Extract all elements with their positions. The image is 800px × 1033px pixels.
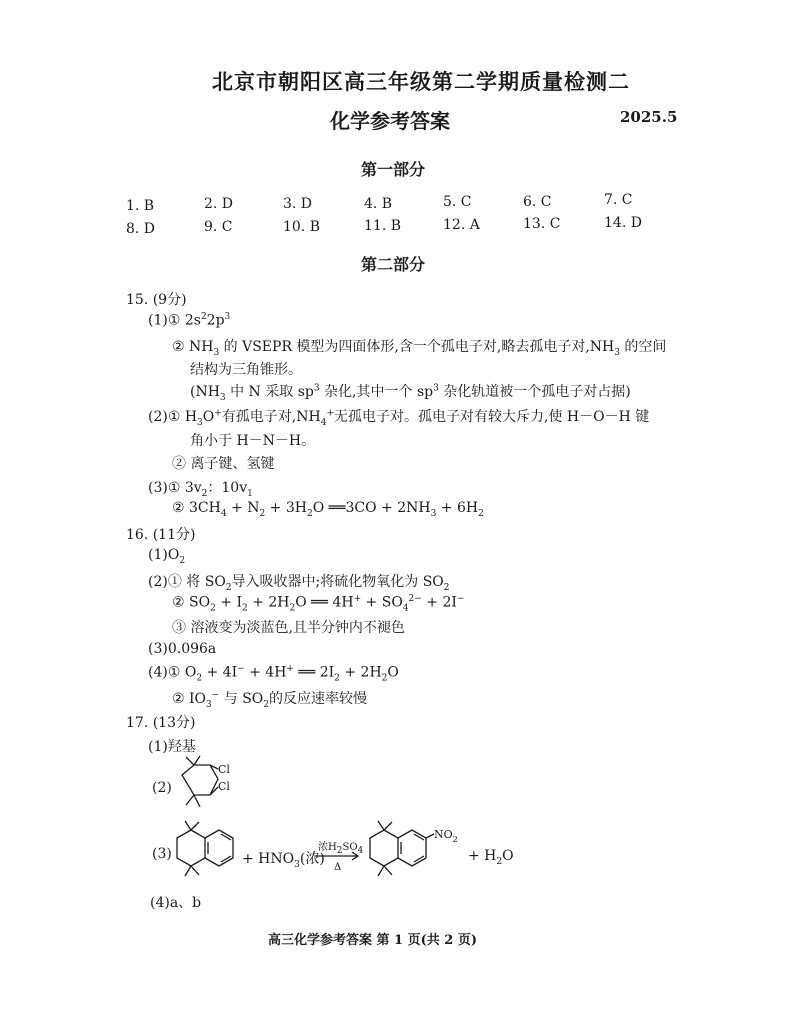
q17-2-label: (2) — [152, 780, 172, 796]
chlorine-label: Cl — [218, 763, 230, 776]
dichloro-cyclohexane-structure — [170, 755, 250, 821]
reaction-arrow — [314, 850, 360, 862]
q17-1: (1)羟基 — [148, 739, 196, 755]
q16-2-2: ② $SO_2 + I_2 + 2H_2O$ ══ $4H^+ + SO_4^{2-} + 2I^-$ — [172, 594, 465, 614]
q15-2-1-line2: 角小于 H－N－H。 — [190, 433, 316, 449]
mc-answer: 13. C — [523, 216, 561, 232]
q16-4-1: (4)① $O_2 + 4I^- + 4H^+$ ══ $2I_2 + 2H_2O$ — [148, 664, 399, 684]
part1-heading: 第一部分 — [361, 160, 426, 179]
chlorine-label: Cl — [218, 780, 230, 793]
mc-answer: 9. C — [204, 219, 233, 235]
mc-answer: 6. C — [523, 194, 552, 210]
nitric-acid-reagent: + $HNO_3$(浓) — [242, 851, 325, 870]
mc-answer: 11. B — [364, 218, 402, 234]
nitro-product-structure — [362, 820, 462, 892]
mc-answer: 12. A — [443, 217, 480, 233]
mc-answer: 8. D — [126, 221, 156, 237]
q15-label: 15. (9分) — [126, 292, 187, 308]
q15-1-2-note: ($NH_3$ 中 N 采取 $sp^3$ 杂化,其中一个 $sp^3$ 杂化轨道被一个孤电子对占据) — [190, 383, 631, 403]
water-product: + $H_2O$ — [468, 848, 514, 867]
mc-answer: 14. D — [604, 215, 642, 231]
mc-answer: 7. C — [604, 192, 633, 208]
q15-1-2: ② $NH_3$ 的 VSEPR 模型为四面体形,含一个孤电子对,略去孤电子对$,NH_3$ 的空间 — [172, 339, 667, 358]
q15-1-2-line2: 结构为三角锥形。 — [190, 362, 302, 378]
nitro-label: $NO_2$ — [434, 828, 458, 844]
mc-answer: 10. B — [283, 219, 321, 235]
q16-1: $(1)O_2$ — [148, 547, 186, 566]
mc-answer: 4. B — [364, 196, 393, 212]
q15-2-1: (2)① $H_3O^+$有孤电子对$,NH_4^+$无孤电子对。孤电子对有较大斥力,使 H－O－H 键 — [148, 408, 650, 428]
q16-label: 16. (11分) — [126, 527, 196, 543]
mc-answer: 1. B — [126, 198, 155, 214]
q17-3-label: (3) — [152, 846, 172, 862]
q17-4: (4)a、b — [150, 895, 202, 911]
q15-3-1: (3)① $3v_2$：$10v_1$ — [148, 480, 253, 499]
page-title: 北京市朝阳区高三年级第二学期质量检测二 — [212, 69, 630, 94]
reaction-condition: 浓$H_2SO_4$ — [318, 842, 364, 856]
tetramethyltetralin-structure — [165, 820, 245, 892]
q16-2-3: ③ 溶液变为淡蓝色,且半分钟内不褪色 — [172, 620, 405, 636]
page-subtitle: 化学参考答案 — [330, 109, 450, 133]
mc-answer: 3. D — [283, 196, 313, 212]
q15-3-2: ② $3CH_4 + N_2 + 3H_2O$ ══3CO + $2NH_3 + 6H_2$ — [172, 500, 484, 519]
q16-4-2: ② $IO_3^-$ 与 $SO_2$的反应速率较慢 — [172, 690, 367, 710]
mc-answer: 2. D — [204, 196, 234, 212]
heat-symbol-text: Δ — [334, 862, 342, 873]
exam-date: 2025.5 — [620, 108, 678, 126]
q15-1-1: (1)① $2s^22p^3$ — [148, 312, 231, 329]
q17-label: 17. (13分) — [126, 715, 196, 731]
mc-answer: 5. C — [443, 194, 472, 210]
page-footer: 高三化学参考答案 第 1 页(共 2 页) — [268, 933, 478, 948]
q15-2-2: ② 离子键、氢键 — [172, 456, 275, 472]
q16-3: (3)0.096a — [148, 641, 217, 657]
q16-2-1: (2)① 将 $SO_2$导入吸收器中;将硫化物氧化为 $SO_2$ — [148, 574, 450, 593]
part2-heading: 第二部分 — [361, 255, 426, 274]
